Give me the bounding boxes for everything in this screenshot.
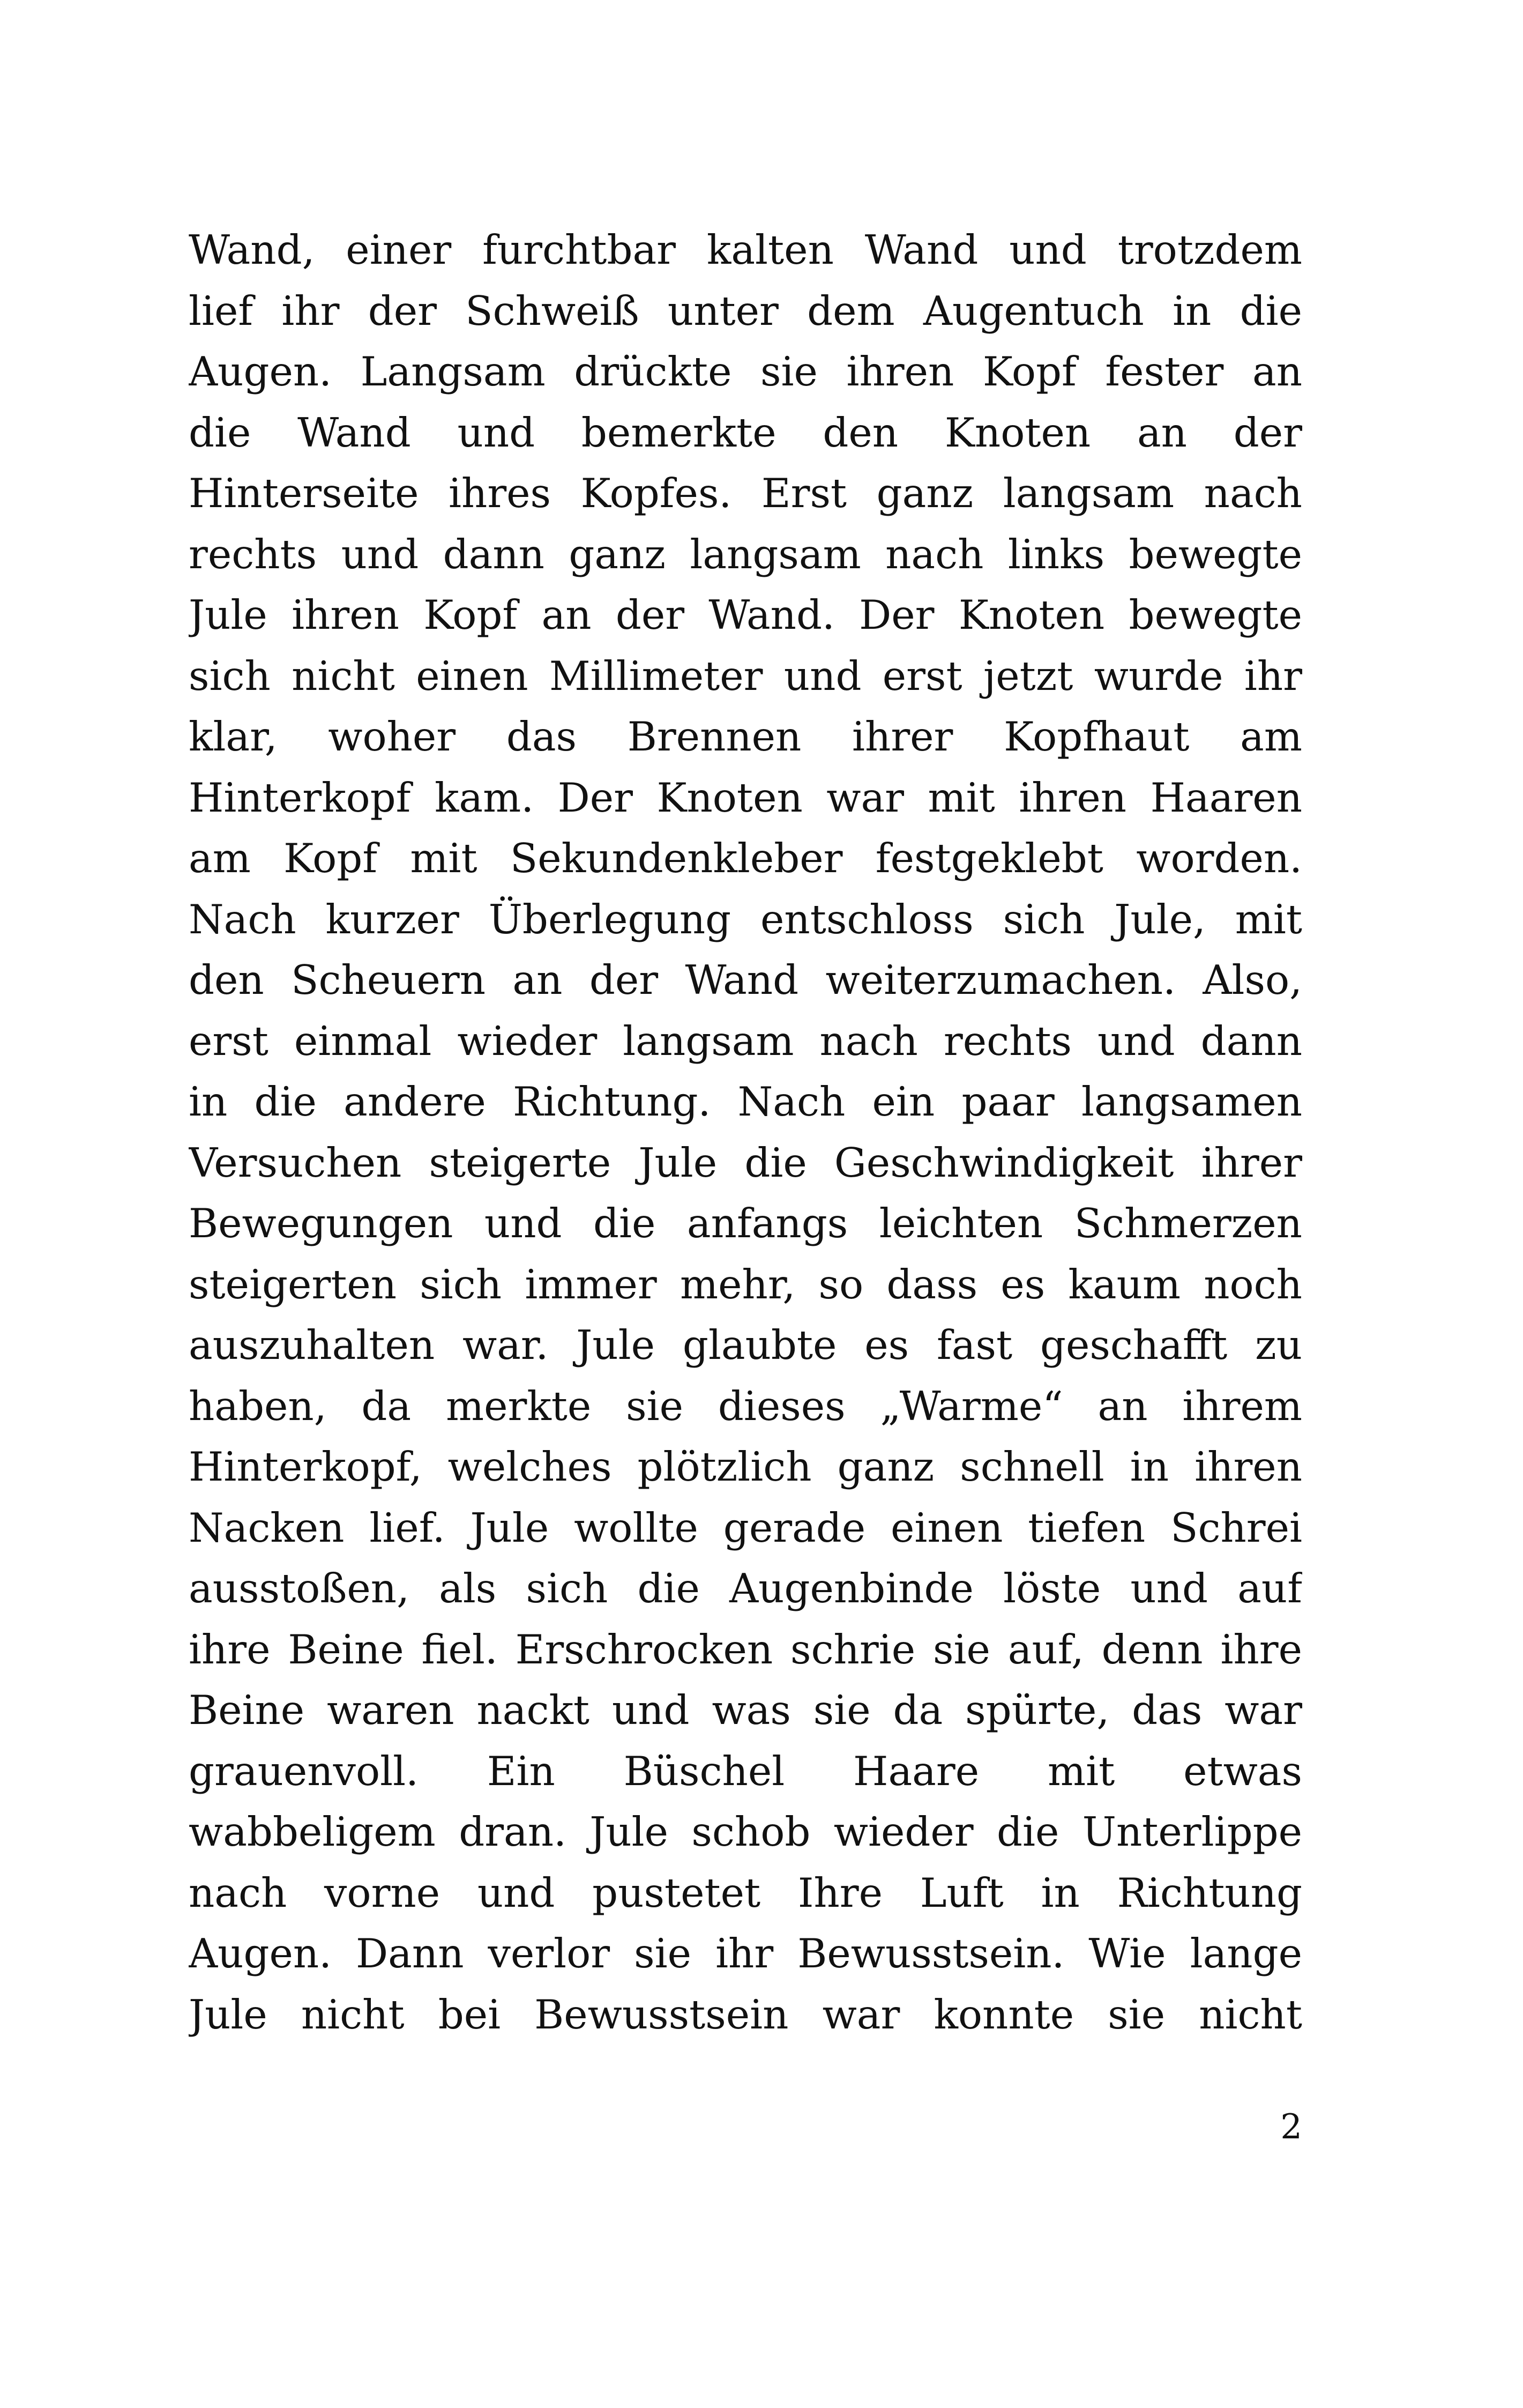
text-line: Nach kurzer Überlegung entschloss sich Jule, mit bbox=[189, 895, 1302, 943]
text-line: Hinterkopf, welches plötzlich ganz schnell in ihren bbox=[189, 1443, 1302, 1490]
text-line: Nacken lief. Jule wollte gerade einen tiefen Schrei bbox=[189, 1504, 1302, 1551]
text-line: auszuhalten war. Jule glaubte es fast geschafft zu bbox=[189, 1321, 1302, 1369]
text-line: lief ihr der Schweiß unter dem Augentuch in die bbox=[189, 287, 1302, 335]
text-line: Wand, einer furchtbar kalten Wand und trotzdem bbox=[189, 226, 1302, 273]
text-line: haben, da merkte sie dieses „Warme“ an ihrem bbox=[189, 1382, 1302, 1430]
text-line: grauenvoll. Ein Büschel Haare mit etwas bbox=[189, 1747, 1302, 1795]
text-line: nach vorne und pustetet Ihre Luft in Richtung bbox=[189, 1869, 1302, 1916]
text-line: sich nicht einen Millimeter und erst jetzt wurde ihr bbox=[189, 652, 1302, 700]
text-line: am Kopf mit Sekundenkleber festgeklebt worden. bbox=[189, 835, 1302, 882]
text-line: Hinterseite ihres Kopfes. Erst ganz langsam nach bbox=[189, 470, 1302, 517]
text-line: Augen. Dann verlor sie ihr Bewusstsein. Wie lange bbox=[189, 1930, 1302, 1977]
body-text bbox=[189, 220, 1302, 2045]
text-line: Augen. Langsam drückte sie ihren Kopf fester an bbox=[189, 348, 1302, 395]
text-line: erst einmal wieder langsam nach rechts und dann bbox=[189, 1017, 1302, 1065]
text-line: Versuchen steigerte Jule die Geschwindigkeit ihrer bbox=[189, 1139, 1302, 1186]
text-line: wabbeligem dran. Jule schob wieder die Unterlippe bbox=[189, 1808, 1302, 1855]
text-line: steigerten sich immer mehr, so dass es kaum noch bbox=[189, 1260, 1302, 1308]
text-line: Jule nicht bei Bewusstsein war konnte sie nicht bbox=[189, 1990, 1302, 2038]
text-line: ihre Beine fiel. Erschrocken schrie sie auf, denn ihre bbox=[189, 1625, 1302, 1673]
text-line: den Scheuern an der Wand weiterzumachen. Also, bbox=[189, 956, 1302, 1004]
text-line: rechts und dann ganz langsam nach links bewegte bbox=[189, 530, 1302, 578]
text-line: Hinterkopf kam. Der Knoten war mit ihren Haaren bbox=[189, 774, 1302, 821]
text-line: klar, woher das Brennen ihrer Kopfhaut am bbox=[189, 713, 1302, 760]
text-line: Beine waren nackt und was sie da spürte, das war bbox=[189, 1686, 1302, 1734]
text-line: in die andere Richtung. Nach ein paar langsamen bbox=[189, 1078, 1302, 1125]
text-line: Bewegungen und die anfangs leichten Schmerzen bbox=[189, 1200, 1302, 1247]
text-line: Jule ihren Kopf an der Wand. Der Knoten bewegte bbox=[189, 591, 1302, 638]
text-line: ausstoßen, als sich die Augenbinde löste und auf bbox=[189, 1565, 1302, 1612]
text-line: die Wand und bemerkte den Knoten an der bbox=[189, 408, 1302, 456]
page-number: 2 bbox=[1280, 2107, 1302, 2147]
